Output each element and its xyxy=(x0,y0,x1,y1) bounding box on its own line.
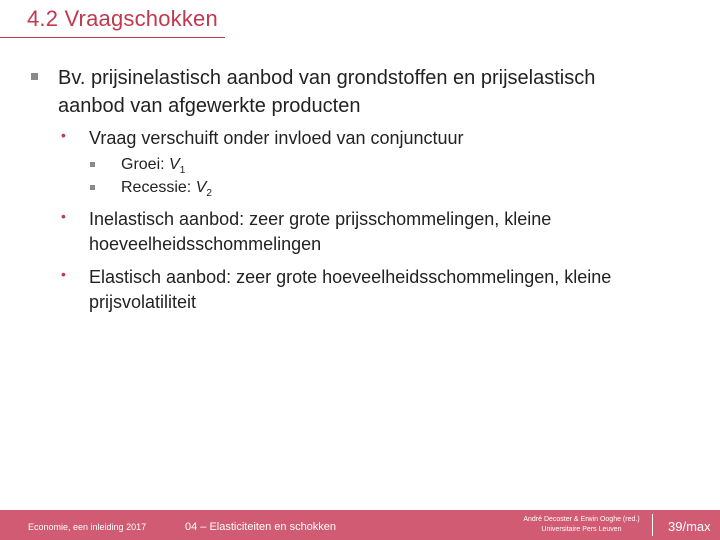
sub-bullet-line: Elastisch aanbod: zeer grote hoeveelheidsschommelingen, kleine xyxy=(89,267,612,287)
main-bullet-line-1: Bv. prijsinelastisch aanbod van grondstoffen en prijselastisch xyxy=(58,67,596,89)
recession-variable: V xyxy=(195,179,207,196)
recession-subscript: 2 xyxy=(206,188,212,200)
footer-authors-line-1: André Decoster & Erwin Ooghe (red.) xyxy=(523,516,640,523)
sub-bullet-marker: • xyxy=(61,266,66,282)
sub-bullet-line: prijsvolatiliteit xyxy=(89,292,197,312)
title-underline xyxy=(0,37,225,38)
footer-authors xyxy=(519,515,644,535)
page-title: 4.2 Vraagschokken xyxy=(27,6,218,31)
sub-bullet-marker: • xyxy=(61,127,66,143)
footer-authors-line-2: Universitaire Pers Leuven xyxy=(541,526,622,533)
sub-bullet-line: Vraag verschuift onder invloed van conjunctuur xyxy=(89,128,464,148)
main-bullet-marker xyxy=(31,73,38,80)
growth-subscript: 1 xyxy=(179,165,186,177)
sub-bullet-2 xyxy=(89,207,689,257)
sub-bullet-1 xyxy=(89,126,689,151)
footer-bar xyxy=(0,510,720,540)
sub-bullet-line: hoeveelheidsschommelingen xyxy=(89,234,322,254)
footer-separator xyxy=(652,514,653,536)
sub-sub-bullet-marker xyxy=(90,185,95,190)
sub-bullet-3 xyxy=(89,265,689,315)
footer-chapter: 04 – Elasticiteiten en schokken xyxy=(185,521,337,533)
sub-sub-bullet-recession xyxy=(121,177,212,205)
growth-variable: V xyxy=(169,156,180,173)
main-bullet-text xyxy=(58,64,698,120)
growth-label: Groei: xyxy=(121,156,170,173)
sub-sub-bullet-marker xyxy=(90,162,95,167)
recession-label: Recessie: xyxy=(121,179,196,196)
footer-book-title: Economie, een inleiding 2017 xyxy=(28,522,147,532)
sub-bullet-line: Inelastisch aanbod: zeer grote prijsschommelingen, kleine xyxy=(89,209,552,229)
page-number: 39/max xyxy=(668,519,711,534)
main-bullet-line-2: aanbod van afgewerkte producten xyxy=(58,95,361,117)
sub-bullet-marker: • xyxy=(61,208,66,224)
